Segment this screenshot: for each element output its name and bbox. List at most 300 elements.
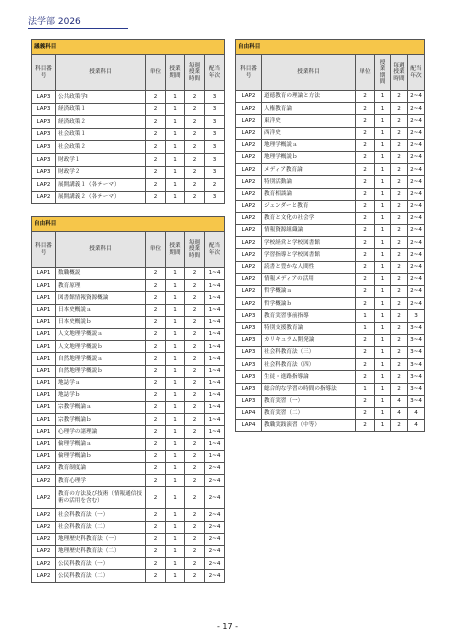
eligible-year: 2~4 <box>408 188 425 200</box>
course-name: 社会政策１ <box>56 128 146 141</box>
term: 1 <box>166 304 185 316</box>
course-code: LAP2 <box>236 176 262 188</box>
term: 1 <box>166 521 185 533</box>
term: 1 <box>166 116 185 129</box>
credits: 2 <box>356 139 375 151</box>
term: 1 <box>375 310 391 322</box>
course-name: 経済政策１ <box>56 103 146 116</box>
course-name: 哲学概論ａ <box>262 286 356 298</box>
eligible-year: 2~4 <box>205 558 225 570</box>
column-header-name: 授業科目 <box>56 232 146 268</box>
term: 1 <box>166 389 185 401</box>
term: 1 <box>375 249 391 261</box>
credits: 1 <box>356 322 375 334</box>
course-code: LAP2 <box>32 521 56 533</box>
weekly-hours: 4 <box>391 407 408 419</box>
course-code: LAP2 <box>236 273 262 285</box>
eligible-year: 2~4 <box>205 545 225 557</box>
weekly-hours: 2 <box>185 487 205 509</box>
credits: 2 <box>356 91 375 103</box>
course-code: LAP3 <box>32 141 56 154</box>
page-header: 法学部 2026 <box>28 17 81 27</box>
weekly-hours: 2 <box>391 420 408 432</box>
term: 1 <box>166 268 185 280</box>
credits: 2 <box>146 389 166 401</box>
term: 1 <box>375 261 391 273</box>
course-code: LAP2 <box>236 212 262 224</box>
course-name: 公共政策学Ⅰ <box>56 91 146 104</box>
term: 1 <box>166 328 185 340</box>
credits: 2 <box>356 127 375 139</box>
term: 1 <box>375 273 391 285</box>
table-row <box>32 191 225 204</box>
term: 1 <box>375 115 391 127</box>
table-row <box>32 116 225 129</box>
credits: 2 <box>146 292 166 304</box>
course-code: LAP2 <box>32 179 56 192</box>
weekly-hours: 2 <box>185 268 205 280</box>
credits: 2 <box>356 420 375 432</box>
lecture-courses-table <box>31 39 225 204</box>
term: 1 <box>375 237 391 249</box>
eligible-year: 4 <box>408 407 425 419</box>
table-row <box>236 383 425 395</box>
eligible-year: 3~4 <box>408 395 425 407</box>
eligible-year: 2~4 <box>408 261 425 273</box>
credits: 2 <box>146 414 166 426</box>
weekly-hours: 2 <box>185 304 205 316</box>
table-row <box>32 304 225 316</box>
table-row <box>236 103 425 115</box>
eligible-year: 1~4 <box>205 365 225 377</box>
course-code: LAP1 <box>32 304 56 316</box>
eligible-year: 2~4 <box>408 151 425 163</box>
eligible-year: 1~4 <box>205 316 225 328</box>
term: 1 <box>375 298 391 310</box>
table-row <box>32 153 225 166</box>
weekly-hours: 4 <box>391 395 408 407</box>
weekly-hours: 2 <box>391 176 408 188</box>
term: 1 <box>166 558 185 570</box>
weekly-hours: 2 <box>185 377 205 389</box>
term: 1 <box>375 151 391 163</box>
course-code: LAP2 <box>32 463 56 475</box>
table-row <box>236 188 425 200</box>
term: 1 <box>375 139 391 151</box>
eligible-year: 3 <box>205 91 225 104</box>
weekly-hours: 2 <box>391 383 408 395</box>
column-header-hours: 毎週 授業 時間 <box>185 55 205 91</box>
course-name: 地誌学ａ <box>56 377 146 389</box>
table-row <box>236 310 425 322</box>
table-row <box>32 365 225 377</box>
term: 1 <box>375 188 391 200</box>
table-row <box>32 353 225 365</box>
weekly-hours: 2 <box>391 91 408 103</box>
table-row <box>236 322 425 334</box>
weekly-hours: 2 <box>185 316 205 328</box>
eligible-year: 1~4 <box>205 292 225 304</box>
column-header-period: 授業 期間 <box>166 55 185 91</box>
course-code: LAP1 <box>32 402 56 414</box>
course-code: LAP2 <box>32 533 56 545</box>
table-row <box>32 292 225 304</box>
eligible-year: 1~4 <box>205 414 225 426</box>
table-row <box>32 450 225 462</box>
eligible-year: 2~4 <box>408 115 425 127</box>
eligible-year: 1~4 <box>205 389 225 401</box>
credits: 2 <box>146 558 166 570</box>
course-name: 哲学概論ｂ <box>262 298 356 310</box>
credits: 2 <box>146 426 166 438</box>
course-name: 日本史概説ｂ <box>56 316 146 328</box>
course-code: LAP4 <box>236 407 262 419</box>
eligible-year: 3 <box>205 166 225 179</box>
credits: 2 <box>356 237 375 249</box>
course-name: カリキュラム開発論 <box>262 334 356 346</box>
table-row <box>32 141 225 154</box>
free-courses-table-right <box>235 39 425 432</box>
term: 1 <box>375 286 391 298</box>
table-row <box>32 341 225 353</box>
table-row <box>236 334 425 346</box>
term: 1 <box>375 371 391 383</box>
eligible-year: 4 <box>408 420 425 432</box>
weekly-hours: 2 <box>391 164 408 176</box>
eligible-year: 1~4 <box>205 341 225 353</box>
course-code: LAP3 <box>236 334 262 346</box>
weekly-hours: 2 <box>391 115 408 127</box>
eligible-year: 2~4 <box>205 463 225 475</box>
column-header-year: 配当 年次 <box>205 55 225 91</box>
credits: 2 <box>146 268 166 280</box>
weekly-hours: 2 <box>185 545 205 557</box>
table-row <box>32 487 225 509</box>
term: 1 <box>166 570 185 582</box>
table-row <box>236 237 425 249</box>
term: 1 <box>375 127 391 139</box>
weekly-hours: 2 <box>391 237 408 249</box>
table-row <box>236 115 425 127</box>
course-code: LAP2 <box>236 103 262 115</box>
term: 1 <box>375 91 391 103</box>
eligible-year: 2~4 <box>205 570 225 582</box>
column-header-credit: 単位 <box>146 232 166 268</box>
credits: 2 <box>356 103 375 115</box>
credits: 2 <box>146 475 166 487</box>
course-code: LAP2 <box>236 249 262 261</box>
credits: 2 <box>146 365 166 377</box>
weekly-hours: 2 <box>185 533 205 545</box>
credits: 2 <box>146 533 166 545</box>
credits: 2 <box>356 346 375 358</box>
credits: 2 <box>146 103 166 116</box>
credits: 2 <box>146 521 166 533</box>
term: 1 <box>166 438 185 450</box>
eligible-year: 1~4 <box>205 426 225 438</box>
course-code: LAP3 <box>32 153 56 166</box>
section-title: 議義科目 <box>32 40 225 55</box>
credits: 2 <box>356 164 375 176</box>
eligible-year: 2 <box>205 179 225 192</box>
table-row <box>236 212 425 224</box>
eligible-year: 1~4 <box>205 450 225 462</box>
course-code: LAP3 <box>236 322 262 334</box>
course-name: 特別活動論 <box>262 176 356 188</box>
credits: 2 <box>146 179 166 192</box>
course-name: 教育と文化の社会学 <box>262 212 356 224</box>
term: 1 <box>166 487 185 509</box>
course-name: 教育相談論 <box>262 188 356 200</box>
course-code: LAP2 <box>236 127 262 139</box>
eligible-year: 2~4 <box>408 273 425 285</box>
weekly-hours: 2 <box>185 179 205 192</box>
eligible-year: 3~4 <box>408 346 425 358</box>
weekly-hours: 2 <box>185 153 205 166</box>
table-row <box>32 328 225 340</box>
term: 1 <box>375 383 391 395</box>
weekly-hours: 2 <box>391 334 408 346</box>
course-name: 地誌学ｂ <box>56 389 146 401</box>
eligible-year: 2~4 <box>408 200 425 212</box>
course-name: 人文地理学概説ａ <box>56 328 146 340</box>
table-row <box>32 558 225 570</box>
weekly-hours: 2 <box>391 103 408 115</box>
weekly-hours: 2 <box>185 353 205 365</box>
table-row <box>32 509 225 521</box>
weekly-hours: 2 <box>185 341 205 353</box>
weekly-hours: 2 <box>391 310 408 322</box>
credits: 2 <box>356 371 375 383</box>
credits: 2 <box>146 450 166 462</box>
course-name: 心理学の諸理論 <box>56 426 146 438</box>
course-name: 宗教学概論ｂ <box>56 414 146 426</box>
term: 1 <box>166 153 185 166</box>
eligible-year: 1~4 <box>205 268 225 280</box>
table-row <box>32 521 225 533</box>
course-code: LAP1 <box>32 268 56 280</box>
term: 1 <box>375 359 391 371</box>
term: 1 <box>375 176 391 188</box>
weekly-hours: 2 <box>185 91 205 104</box>
column-header-code: 科目番号 <box>32 55 56 91</box>
eligible-year: 2~4 <box>408 298 425 310</box>
eligible-year: 1~4 <box>205 353 225 365</box>
credits: 2 <box>146 463 166 475</box>
credits: 2 <box>146 377 166 389</box>
term: 1 <box>166 414 185 426</box>
weekly-hours: 2 <box>185 280 205 292</box>
page-number: - 17 - <box>216 622 239 631</box>
weekly-hours: 2 <box>185 509 205 521</box>
table-row <box>32 426 225 438</box>
table-row <box>32 316 225 328</box>
course-name: ジェンダーと教育 <box>262 200 356 212</box>
column-header-year: 配当 年次 <box>408 55 425 91</box>
term: 1 <box>166 179 185 192</box>
eligible-year: 3~4 <box>408 334 425 346</box>
table-row <box>32 377 225 389</box>
header-rule <box>28 28 128 29</box>
table-row <box>236 151 425 163</box>
table-row <box>236 286 425 298</box>
course-code: LAP1 <box>32 426 56 438</box>
table-row <box>236 359 425 371</box>
course-code: LAP1 <box>32 316 56 328</box>
course-name: 社会科教育法（二） <box>56 521 146 533</box>
credits: 2 <box>356 407 375 419</box>
course-name: 公民科教育法（一） <box>56 558 146 570</box>
eligible-year: 2~4 <box>408 91 425 103</box>
eligible-year: 2~4 <box>205 509 225 521</box>
term: 1 <box>375 164 391 176</box>
table-row <box>236 164 425 176</box>
course-name: 特別支援教育論 <box>262 322 356 334</box>
course-code: LAP1 <box>32 341 56 353</box>
credits: 2 <box>146 304 166 316</box>
course-name: 数職概説 <box>56 268 146 280</box>
table-row <box>32 103 225 116</box>
credits: 2 <box>146 153 166 166</box>
course-code: LAP2 <box>32 475 56 487</box>
weekly-hours: 2 <box>185 166 205 179</box>
table-row <box>32 463 225 475</box>
term: 1 <box>166 191 185 204</box>
course-name: 宗教学概論ａ <box>56 402 146 414</box>
course-name: 日本史概説ａ <box>56 304 146 316</box>
term: 1 <box>166 463 185 475</box>
course-code: LAP3 <box>32 91 56 104</box>
course-code: LAP3 <box>236 395 262 407</box>
course-code: LAP2 <box>236 225 262 237</box>
credits: 1 <box>356 383 375 395</box>
eligible-year: 2~4 <box>408 139 425 151</box>
weekly-hours: 2 <box>391 225 408 237</box>
credits: 2 <box>356 188 375 200</box>
weekly-hours: 2 <box>185 365 205 377</box>
table-row <box>32 438 225 450</box>
course-code: LAP2 <box>236 298 262 310</box>
column-header-period: 授業 期間 <box>166 232 185 268</box>
course-name: 社会科教育法（四） <box>262 359 356 371</box>
free-courses-table-left <box>31 216 225 583</box>
weekly-hours: 2 <box>185 328 205 340</box>
eligible-year: 3~4 <box>408 322 425 334</box>
course-code: LAP2 <box>32 558 56 570</box>
course-name: 東洋史 <box>262 115 356 127</box>
course-code: LAP2 <box>236 200 262 212</box>
table-row <box>236 225 425 237</box>
eligible-year: 2~4 <box>205 487 225 509</box>
course-name: 自然地理学概説ａ <box>56 353 146 365</box>
eligible-year: 2~4 <box>408 249 425 261</box>
column-header-credit: 単位 <box>146 55 166 91</box>
course-name: 教育実習（一） <box>262 395 356 407</box>
eligible-year: 1~4 <box>205 304 225 316</box>
term: 1 <box>166 426 185 438</box>
term: 1 <box>166 166 185 179</box>
weekly-hours: 2 <box>391 261 408 273</box>
column-header-code: 科目番号 <box>236 55 262 91</box>
table-row <box>236 261 425 273</box>
table-row <box>32 402 225 414</box>
credits: 2 <box>146 570 166 582</box>
credits: 2 <box>356 298 375 310</box>
course-code: LAP2 <box>236 286 262 298</box>
term: 1 <box>166 91 185 104</box>
table-row <box>32 268 225 280</box>
course-name: 地理歴史科教育法（二） <box>56 545 146 557</box>
course-name: 地理歴史科教育法（一） <box>56 533 146 545</box>
column-header-period: 授業 期間 <box>375 55 391 91</box>
course-name: 社会科教育法（三） <box>262 346 356 358</box>
course-code: LAP3 <box>236 346 262 358</box>
course-code: LAP2 <box>32 570 56 582</box>
eligible-year: 1~4 <box>205 377 225 389</box>
weekly-hours: 2 <box>185 558 205 570</box>
course-name: 教育原理 <box>56 280 146 292</box>
course-code: LAP1 <box>32 353 56 365</box>
course-name: 人権教育論 <box>262 103 356 115</box>
weekly-hours: 2 <box>391 200 408 212</box>
credits: 2 <box>356 395 375 407</box>
course-code: LAP2 <box>236 237 262 249</box>
course-name: 情報資源組織論 <box>262 225 356 237</box>
credits: 2 <box>146 91 166 104</box>
credits: 2 <box>356 273 375 285</box>
course-name: 西洋史 <box>262 127 356 139</box>
eligible-year: 1~4 <box>205 402 225 414</box>
course-name: 教育心理学 <box>56 475 146 487</box>
credits: 2 <box>146 509 166 521</box>
column-header-hours: 毎週 授業 時間 <box>391 55 408 91</box>
weekly-hours: 2 <box>185 414 205 426</box>
credits: 2 <box>146 116 166 129</box>
course-code: LAP1 <box>32 328 56 340</box>
term: 1 <box>166 450 185 462</box>
course-code: LAP1 <box>32 438 56 450</box>
course-code: LAP1 <box>32 389 56 401</box>
credits: 2 <box>146 353 166 365</box>
credits: 2 <box>356 200 375 212</box>
credits: 2 <box>146 545 166 557</box>
section-title: 自由科目 <box>236 40 425 55</box>
course-name: 教育実習（二） <box>262 407 356 419</box>
course-code: LAP3 <box>236 359 262 371</box>
course-code: LAP2 <box>32 545 56 557</box>
course-code: LAP1 <box>32 280 56 292</box>
column-header-hours: 毎週 授業 時間 <box>185 232 205 268</box>
term: 1 <box>375 322 391 334</box>
credits: 2 <box>146 341 166 353</box>
table-row <box>236 249 425 261</box>
eligible-year: 3 <box>408 310 425 322</box>
credits: 2 <box>356 249 375 261</box>
weekly-hours: 2 <box>185 463 205 475</box>
term: 1 <box>166 280 185 292</box>
eligible-year: 3~4 <box>408 359 425 371</box>
eligible-year: 1~4 <box>205 438 225 450</box>
table-row <box>236 176 425 188</box>
eligible-year: 2~4 <box>408 103 425 115</box>
table-row <box>236 273 425 285</box>
eligible-year: 1~4 <box>205 280 225 292</box>
course-code: LAP1 <box>32 292 56 304</box>
credits: 2 <box>146 280 166 292</box>
table-row <box>32 545 225 557</box>
course-code: LAP2 <box>236 91 262 103</box>
course-name: 教育実習事前指導 <box>262 310 356 322</box>
